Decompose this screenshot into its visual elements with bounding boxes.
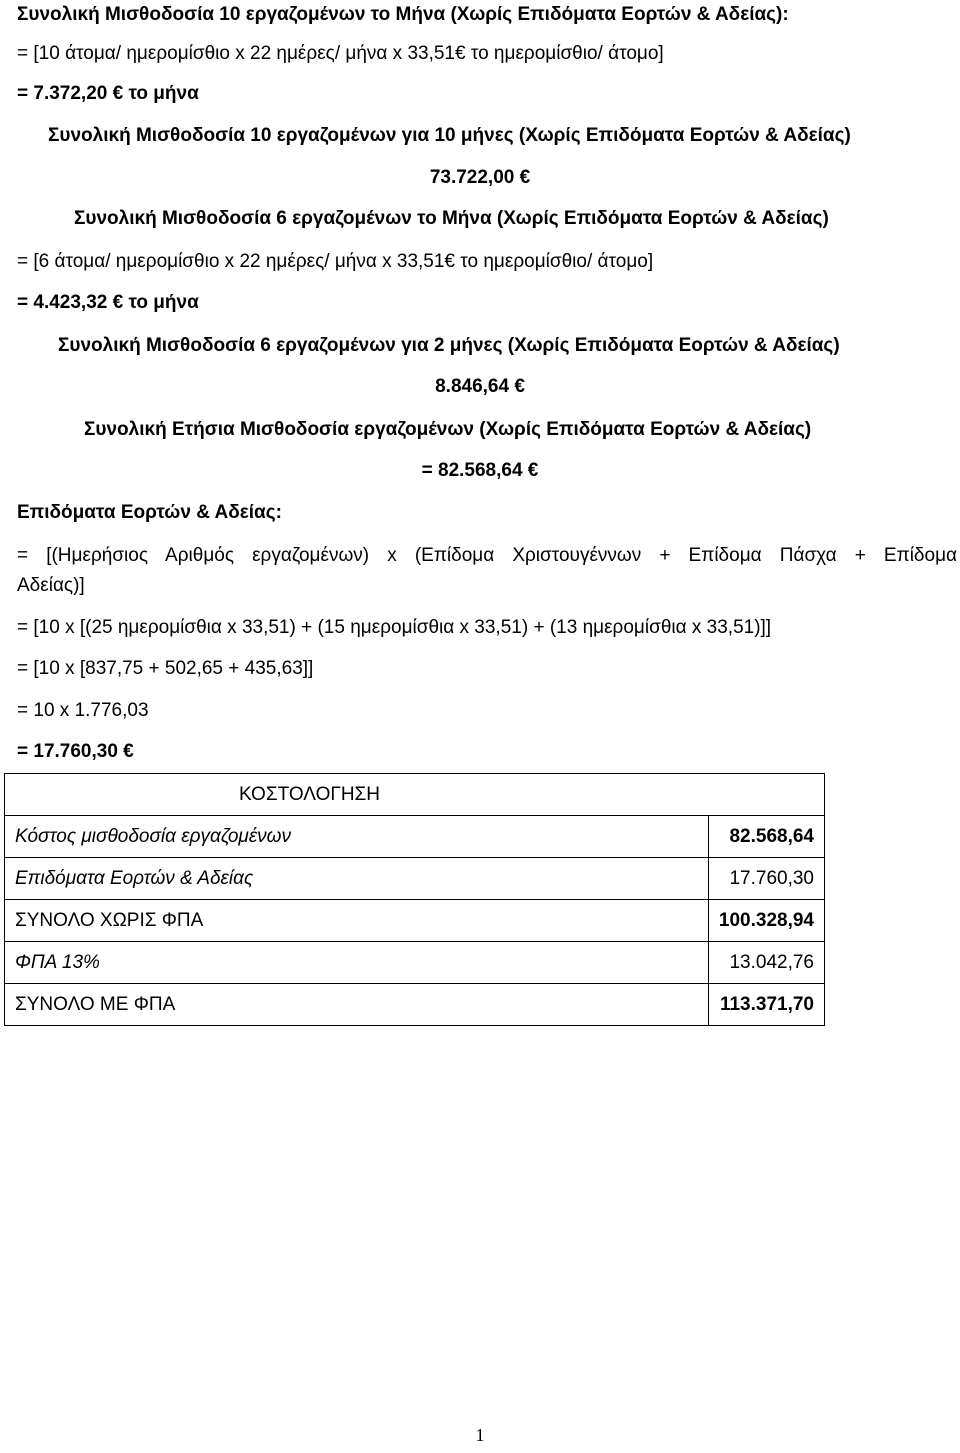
row-label: ΣΥΝΟΛΟ ΧΩΡΙΣ ΦΠΑ — [5, 900, 709, 942]
costing-header-row — [5, 774, 825, 816]
heading-2-months: Συνολική Μισθοδοσία 6 εργαζομένων για 2 μήνες (Χωρίς Επιδόματα Εορτών & Αδείας) — [58, 335, 840, 356]
formula-line: = 10 x 1.776,03 — [17, 700, 149, 721]
table-row — [5, 942, 825, 984]
heading-monthly-payroll-10: Συνολική Μισθοδοσία 10 εργαζομένων το Μήνα (Χωρίς Επιδόματα Εορτών & Αδείας): — [17, 4, 789, 25]
row-amount: 82.568,64 — [708, 816, 824, 858]
result-amount: 73.722,00 € — [429, 167, 531, 188]
formula-line: = [6 άτομα/ ημερομίσθιο x 22 ημέρες/ μήνα x 33,51€ το ημερομίσθιο/ άτομο] — [17, 251, 654, 272]
result-amount: = 82.568,64 € — [421, 460, 539, 481]
heading-holiday-allowances: Επιδόματα Εορτών & Αδείας: — [17, 502, 282, 523]
heading-annual-payroll: Συνολική Ετήσια Μισθοδοσία εργαζομένων (Χωρίς Επιδόματα Εορτών & Αδείας) — [84, 419, 812, 440]
formula-line: = [10 x [837,75 + 502,65 + 435,63]] — [17, 658, 314, 679]
formula-line: = [(Ημερήσιος Αριθμός εργαζομένων) x (Επίδομα Χριστουγέννων + Επίδομα Πάσχα + Επίδομα — [17, 545, 957, 566]
heading-monthly-payroll-6: Συνολική Μισθοδοσία 6 εργαζομένων το Μήνα (Χωρίς Επιδόματα Εορτών & Αδείας) — [74, 208, 829, 229]
heading-10-months: Συνολική Μισθοδοσία 10 εργαζομένων για 10 μήνες (Χωρίς Επιδόματα Εορτών & Αδείας) — [48, 125, 851, 146]
row-amount: 113.371,70 — [708, 984, 824, 1026]
table-row — [5, 816, 825, 858]
formula-line: = [10 άτομα/ ημερομίσθιο x 22 ημέρες/ μήνα x 33,51€ το ημερομίσθιο/ άτομο] — [17, 43, 664, 64]
row-label: ΦΠΑ 13% — [5, 942, 709, 984]
page-number: 1 — [475, 1425, 485, 1445]
formula-line: = [10 x [(25 ημερομίσθια x 33,51) + (15 ημερομίσθια x 33,51) + (13 ημερομίσθια x 33,51)]] — [17, 617, 772, 638]
table-row — [5, 858, 825, 900]
row-label: Κόστος μισθοδοσία εργαζομένων — [5, 816, 709, 858]
table-row — [5, 984, 825, 1026]
row-amount: 17.760,30 — [708, 858, 824, 900]
formula-line-cont: Αδείας)] — [17, 575, 85, 596]
row-label: Επιδόματα Εορτών & Αδείας — [5, 858, 709, 900]
costing-table — [4, 773, 825, 1026]
row-label: ΣΥΝΟΛΟ ΜΕ ΦΠΑ — [5, 984, 709, 1026]
row-amount: 100.328,94 — [708, 900, 824, 942]
costing-title: ΚΟΣΤΟΛΟΓΗΣΗ — [5, 774, 825, 816]
result-amount: 8.846,64 € — [435, 376, 525, 397]
table-row — [5, 900, 825, 942]
result-line: = 7.372,20 € το μήνα — [17, 83, 199, 104]
result-line: = 4.423,32 € το μήνα — [17, 292, 199, 313]
result-line: = 17.760,30 € — [17, 741, 134, 762]
row-amount: 13.042,76 — [708, 942, 824, 984]
